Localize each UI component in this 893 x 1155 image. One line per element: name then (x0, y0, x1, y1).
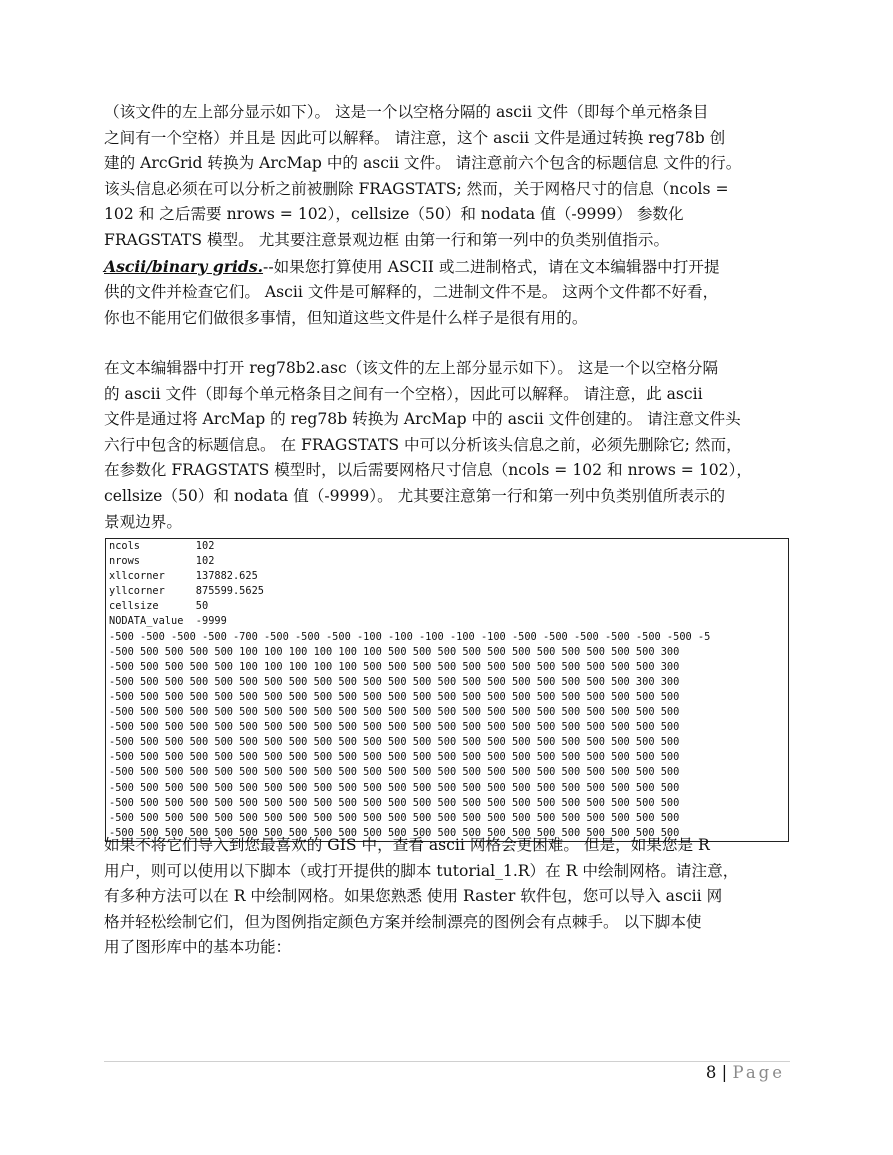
text-line: 供的文件并检查它们。 Ascii 文件是可解释的，二进制文件不是。 这两个文件都不好看， (104, 283, 719, 302)
text-line: 在参数化 FRAGSTATS 模型时，以后需要网格尺寸信息（ncols = 102 和 nrows = 102）， (104, 461, 752, 480)
grid-line: xllcorner 137882.625 (109, 570, 258, 583)
paragraph-r-plotting (104, 833, 794, 961)
grid-line: ncols 102 (109, 540, 215, 552)
lead-line (104, 254, 794, 281)
grid-line: NODATA_value -9999 (109, 615, 227, 628)
text-line: 的 ascii 文件（即每个单元格条目之间有一个空格），因此可以解释。 请注意，此 ascii (104, 384, 703, 403)
page-label: Page (732, 1063, 785, 1082)
text-line: 该头信息必须在可以分析之前被删除 FRAGSTATS; 然而，关于网格尺寸的信息（ncols = (104, 179, 729, 198)
ascii-grid-screenshot (105, 538, 789, 842)
grid-line: -500 500 500 500 500 500 500 500 500 500 500 500 500 500 500 500 500 500 500 500 500 500 500 (109, 736, 680, 749)
text-line: 用户，则可以使用以下脚本（或打开提供的脚本 tutorial_1.R）在 R 中绘制网格。请注意， (104, 861, 739, 880)
text-line: 格并轻松绘制它们，但为图例指定颜色方案并绘制漂亮的图例会有点棘手。 以下脚本使 (104, 912, 702, 931)
text-line: 102 和 之后需要 nrows = 102），cellsize（50）和 nodata 值（-9999） 参数化 (104, 205, 684, 224)
grid-line: -500 500 500 500 500 500 500 500 500 500 500 500 500 500 500 500 500 500 500 500 500 300 300 (109, 675, 680, 688)
paragraph-open-asc (104, 356, 794, 535)
text-line: 你也不能用它们做很多事情，但知道这些文件是什么样子是很有用的。 (104, 308, 588, 327)
grid-line: -500 500 500 500 500 500 500 500 500 500 500 500 500 500 500 500 500 500 500 500 500 500 500 (109, 766, 680, 779)
grid-line: -500 500 500 500 500 500 500 500 500 500 500 500 500 500 500 500 500 500 500 500 500 500 500 (109, 751, 680, 764)
grid-line: -500 500 500 500 500 500 500 500 500 500 500 500 500 500 500 500 500 500 500 500 500 500 500 (109, 796, 680, 809)
text-line: 有多种方法可以在 R 中绘制网格。如果您熟悉 使用 Raster 软件包，您可以导入 ascii 网 (104, 887, 723, 906)
text-line: 景观边界。 (104, 512, 182, 531)
text-line: cellsize（50）和 nodata 值（-9999）。 尤其要注意第一行和第一列中负类别值所表示的 (104, 486, 726, 505)
grid-line: -500 500 500 500 500 500 500 500 500 500 500 500 500 500 500 500 500 500 500 500 500 500 500 (109, 706, 680, 719)
text-line: 六行中包含的标题信息。 在 FRAGSTATS 中可以分析该头信息之前，必须先删除它; 然而， (104, 435, 742, 454)
text-line: 用了图形库中的基本功能： (104, 938, 292, 957)
footer-divider (104, 1061, 790, 1062)
paragraph-header-info (104, 100, 794, 331)
section-lead-text: --如果您打算使用 ASCII 或二进制格式，请在文本编辑器中打开提 (263, 257, 720, 276)
grid-line: yllcorner 875599.5625 (109, 585, 264, 598)
text-line: （该文件的左上部分显示如下）。 这是一个以空格分隔的 ascii 文件（即每个单元格条目 (104, 103, 709, 121)
grid-line: -500 500 500 500 500 100 100 100 100 100 100 500 500 500 500 500 500 500 500 500 500 500 300 (109, 645, 680, 658)
grid-line: -500 -500 -500 -500 -700 -500 -500 -500 -100 -100 -100 -100 -100 -500 -500 -500 -500 -500 -500 -5 (109, 630, 711, 643)
grid-line: -500 500 500 500 500 500 500 500 500 500 500 500 500 500 500 500 500 500 500 500 500 500 500 (109, 690, 680, 703)
text-line: 之间有一个空格）并且是 因此可以解释。 请注意，这个 ascii 文件是通过转换 reg78b 创 (104, 128, 726, 147)
grid-line: -500 500 500 500 500 500 500 500 500 500 500 500 500 500 500 500 500 500 500 500 500 500 500 (109, 826, 680, 839)
text-line: FRAGSTATS 模型。 尤其要注意景观边框 由第一行和第一列中的负类别值指示。 (104, 230, 670, 249)
page-footer (706, 1062, 785, 1084)
section-lead-title: Ascii/binary grids. (104, 256, 264, 276)
text-line: 文件是通过将 ArcMap 的 reg78b 转换为 ArcMap 中的 ascii 文件创建的。 请注意文件头 (104, 410, 741, 429)
grid-line: -500 500 500 500 500 100 100 100 100 100 500 500 500 500 500 500 500 500 500 500 500 500 300 (109, 660, 680, 673)
grid-line: -500 500 500 500 500 500 500 500 500 500 500 500 500 500 500 500 500 500 500 500 500 500 500 (109, 781, 680, 794)
page-separator: | (716, 1063, 733, 1082)
grid-line: -500 500 500 500 500 500 500 500 500 500 500 500 500 500 500 500 500 500 500 500 500 500 500 (109, 721, 680, 734)
grid-line: nrows 102 (109, 555, 215, 568)
grid-line: cellsize 50 (109, 600, 209, 613)
text-line: 建的 ArcGrid 转换为 ArcMap 中的 ascii 文件。 请注意前六个包含的标题信息 文件的行。 (104, 154, 742, 173)
text-line: 在文本编辑器中打开 reg78b2.asc（该文件的左上部分显示如下）。 这是一个以空格分隔 (104, 359, 719, 377)
page-number: 8 (705, 1063, 717, 1082)
text-line: 如果不将它们导入到您最喜欢的 GIS 中，查看 ascii 网格会更困难。 但是，如果您是 R (104, 836, 710, 854)
grid-line: -500 500 500 500 500 500 500 500 500 500 500 500 500 500 500 500 500 500 500 500 500 500 500 (109, 811, 680, 824)
